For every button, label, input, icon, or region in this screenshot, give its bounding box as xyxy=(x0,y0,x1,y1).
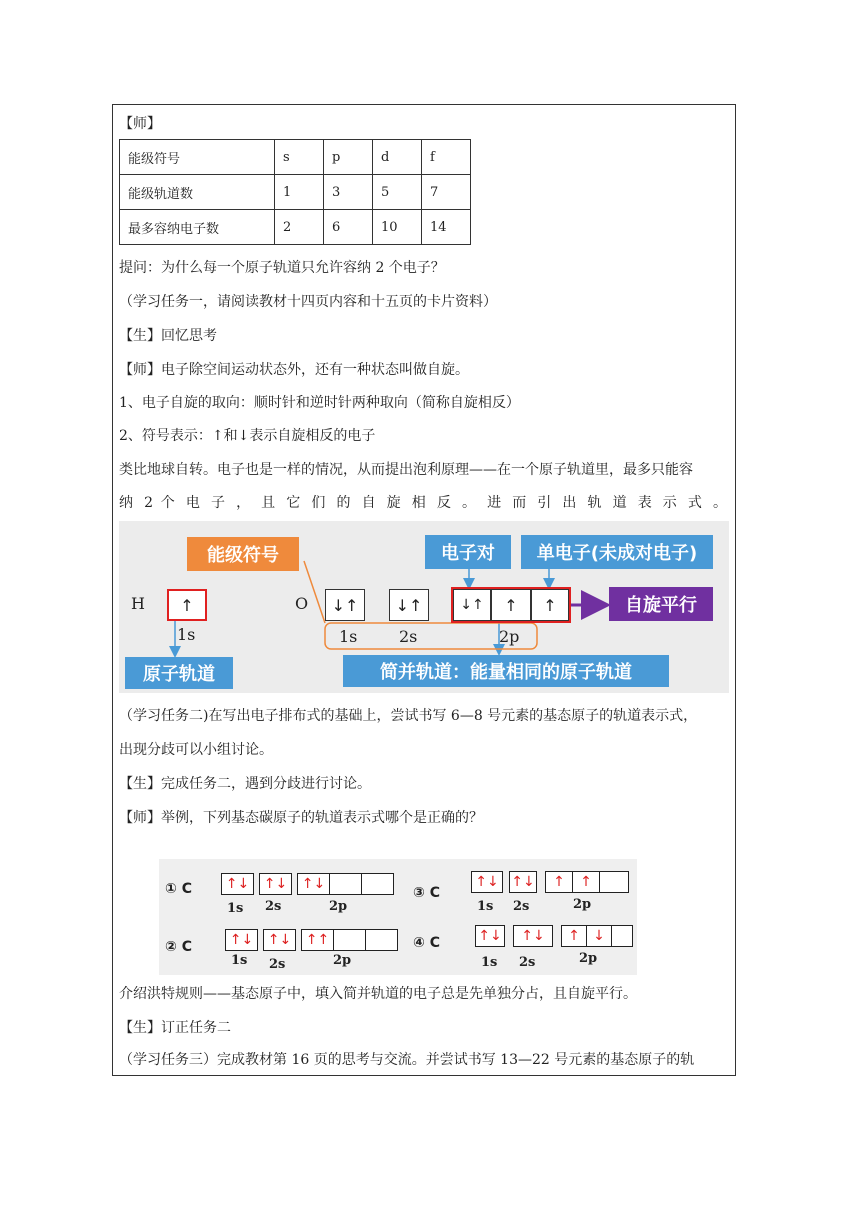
o-1s-label: 1s xyxy=(339,627,358,646)
option-3-2p-label: 2p xyxy=(573,897,592,912)
option-2-2p-label: 2p xyxy=(333,953,352,968)
student-line: 【生】回忆思考 xyxy=(119,328,217,344)
option-4-2p-box xyxy=(611,925,633,947)
table-row xyxy=(120,140,471,175)
analogy-line: 类比地球自转。电子也是一样的情况，从而提出泡利原理——在一个原子轨道里，最多只能容 xyxy=(119,462,693,478)
h-1s-orbital-box: ↑ xyxy=(167,589,207,621)
hund-rule-line: 介绍洪特规则——基态原子中，填入简并轨道的电子总是先单独分占，且自旋平行。 xyxy=(119,986,637,1002)
option-2-2s-box: ↑↓ xyxy=(263,929,296,951)
table-cell: 3 xyxy=(324,175,373,210)
option-2-2s-label: 2s xyxy=(269,957,286,972)
option-1-2s-box: ↑↓ xyxy=(259,873,292,895)
student-line: 【生】订正任务二 xyxy=(119,1020,231,1036)
table-cell: s xyxy=(275,140,324,175)
option-3-1s-label: 1s xyxy=(477,899,494,914)
point-two: 2、符号表示：↑和↓表示自旋相反的电子 xyxy=(119,428,376,444)
task-two-line-2: 出现分歧可以小组讨论。 xyxy=(119,742,273,758)
table-cell: 能级符号 xyxy=(120,140,275,175)
option-2-1s-box: ↑↓ xyxy=(225,929,258,951)
option-3-1s-box: ↑↓ xyxy=(471,871,503,893)
task-one-line: （学习任务一，请阅读教材十四页内容和十五页的卡片资料） xyxy=(119,294,497,310)
option-2-2p-box: ↑↑ xyxy=(301,929,334,951)
tag-atomic-orbital: 原子轨道 xyxy=(125,657,233,689)
option-1-1s-box: ↑↓ xyxy=(221,873,254,895)
energy-level-table xyxy=(119,139,471,245)
oxygen-label: O xyxy=(295,594,309,613)
tag-parallel-spin: 自旋平行 xyxy=(609,587,713,621)
table-cell: 6 xyxy=(324,210,373,245)
table-cell: p xyxy=(324,140,373,175)
option-1-2p-box xyxy=(361,873,394,895)
table-cell: 能级轨道数 xyxy=(120,175,275,210)
teacher-line: 【师】举例，下列基态碳原子的轨道表示式哪个是正确的？ xyxy=(119,810,483,826)
option-4-2s-label: 2s xyxy=(519,955,536,970)
option-3-label: ③ C xyxy=(413,885,441,901)
table-cell: f xyxy=(422,140,471,175)
table-cell: 2 xyxy=(275,210,324,245)
task-three-line: （学习任务三）完成教材第 16 页的思考与交流。并尝试书写 13—22 号元素的基态原子的轨 xyxy=(119,1052,695,1068)
option-4-1s-box: ↑↓ xyxy=(475,925,505,947)
hydrogen-label: H xyxy=(131,594,145,613)
table-cell: 5 xyxy=(373,175,422,210)
option-3-2s-label: 2s xyxy=(513,899,530,914)
option-3-2p-box: ↑ xyxy=(545,871,573,893)
table-cell: d xyxy=(373,140,422,175)
table-cell: 10 xyxy=(373,210,422,245)
h-1s-label: 1s xyxy=(177,625,196,644)
table-row xyxy=(120,175,471,210)
o-2p-orbital-box: ↑ xyxy=(531,589,569,621)
o-2s-orbital-box: ↓↑ xyxy=(389,589,429,621)
tag-electron-pair: 电子对 xyxy=(425,535,511,569)
carbon-options-figure xyxy=(159,859,637,975)
tag-single-electron: 单电子(未成对电子) xyxy=(521,535,713,569)
option-4-2s-box: ↑↓ xyxy=(513,925,553,947)
teacher-header: 【师】 xyxy=(119,116,161,132)
lesson-frame xyxy=(112,104,736,1076)
table-cell: 14 xyxy=(422,210,471,245)
question-line: 提问：为什么每一个原子轨道只允许容纳 2 个电子？ xyxy=(119,260,445,276)
orbital-diagram-figure xyxy=(119,521,729,693)
option-2-label: ② C xyxy=(165,939,193,955)
option-3-2p-box xyxy=(599,871,629,893)
tag-level-symbol: 能级符号 xyxy=(187,537,299,571)
student-line: 【生】完成任务二，遇到分歧进行讨论。 xyxy=(119,776,371,792)
option-1-1s-label: 1s xyxy=(227,901,244,916)
option-1-2p-box: ↑↓ xyxy=(297,873,330,895)
option-4-2p-box: ↑ xyxy=(561,925,587,947)
point-one: 1、电子自旋的取向：顺时针和逆时针两种取向（简称自旋相反） xyxy=(119,395,520,411)
o-2p-orbital-box: ↓↑ xyxy=(453,589,491,621)
o-1s-orbital-box: ↓↑ xyxy=(325,589,365,621)
option-3-2s-box: ↑↓ xyxy=(509,871,537,893)
option-2-1s-label: 1s xyxy=(231,953,248,968)
o-2p-label: 2p xyxy=(499,627,520,646)
o-2s-label: 2s xyxy=(399,627,418,646)
option-2-2p-box xyxy=(365,929,398,951)
option-4-2p-label: 2p xyxy=(579,951,598,966)
table-row xyxy=(120,210,471,245)
option-3-2p-box: ↑ xyxy=(572,871,600,893)
table-cell: 1 xyxy=(275,175,324,210)
tag-degenerate-orbital: 简并轨道：能量相同的原子轨道 xyxy=(343,655,669,687)
teacher-line: 【师】电子除空间运动状态外，还有一种状态叫做自旋。 xyxy=(119,362,469,378)
task-two-line: （学习任务二)在写出电子排布式的基础上，尝试书写 6—8 号元素的基态原子的轨道表示式， xyxy=(119,708,698,724)
option-4-2p-box: ↓ xyxy=(586,925,612,947)
option-4-1s-label: 1s xyxy=(481,955,498,970)
analogy-line-2: 纳 2 个 电 子 ， 且 它 们 的 自 旋 相 反 。 进 而 引 出 轨 道 表 示 式 。 xyxy=(119,495,727,511)
option-1-label: ① C xyxy=(165,881,193,897)
option-1-2p-box xyxy=(329,873,362,895)
option-1-2p-label: 2p xyxy=(329,899,348,914)
option-4-label: ④ C xyxy=(413,935,441,951)
o-2p-orbital-box: ↑ xyxy=(491,589,531,621)
option-1-2s-label: 2s xyxy=(265,899,282,914)
option-2-2p-box xyxy=(333,929,366,951)
table-cell: 7 xyxy=(422,175,471,210)
table-cell: 最多容纳电子数 xyxy=(120,210,275,245)
